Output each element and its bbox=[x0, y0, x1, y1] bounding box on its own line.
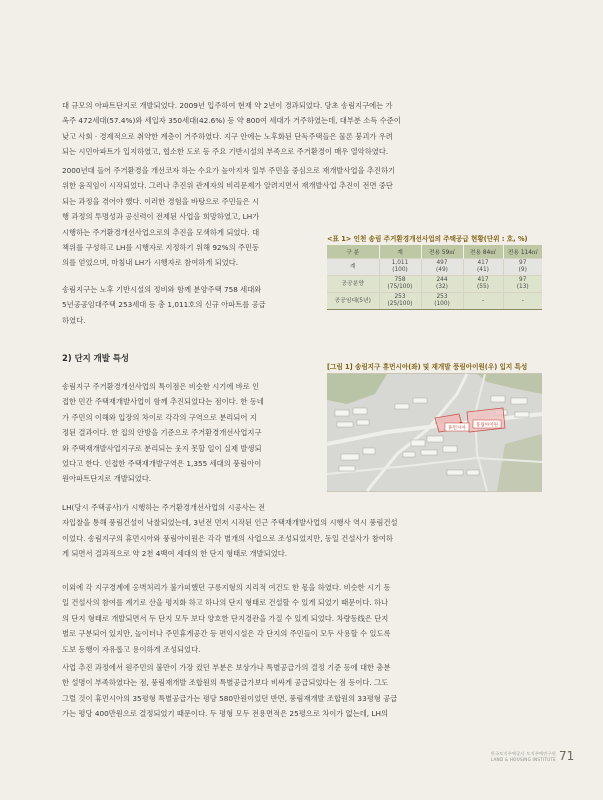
paragraph-line: 가 주민의 이해와 입장의 차이로 각각의 구역으로 분리되어 지 bbox=[62, 412, 257, 422]
paragraph-line: 의 단지 형태로 개발되면서 두 단지 모두 보다 양호한 단지경관을 가질 수 있게 되었다. 차량동线은 단지 bbox=[62, 613, 389, 623]
paragraph-5 bbox=[62, 500, 536, 562]
section-heading: 2) 단지 개발 특성 bbox=[62, 353, 129, 363]
aerial-photo bbox=[327, 373, 542, 492]
header-total: 계 bbox=[379, 245, 421, 259]
paragraph-line: 책위를 구성하고 LH를 시행자로 지정하기 위해 92%의 주민동 bbox=[62, 243, 260, 253]
cell-count: 244 bbox=[436, 277, 448, 283]
paragraph-6 bbox=[62, 580, 536, 657]
cell-share: (25/100) bbox=[387, 301, 413, 307]
cell-share: (75/100) bbox=[387, 284, 413, 290]
row-label: 계 bbox=[327, 259, 379, 276]
table-cell bbox=[463, 293, 503, 310]
cell-share: (13) bbox=[516, 284, 529, 290]
paragraph-line: 정된 결과이다. 한 집의 안방을 기준으로 주거환경개선사업지구 bbox=[62, 428, 262, 438]
institute-korean: 한국토지주택공사 토지주택연구원 bbox=[490, 751, 556, 756]
cell-share: (100) bbox=[434, 301, 450, 307]
paragraph-line: 낮고 사회 · 경제적으로 취약한 계층이 거주하였다. 지구 안에는 노후화된 단독주택들은 물론 붕괴가 우려 bbox=[62, 131, 393, 141]
paragraph-line: 한 설명이 부족하였다는 점, 풍림재개발 조합원의 특별공급가보다 비싸게 공급되었다는 점 등이다. 그도 bbox=[62, 678, 389, 688]
paragraph-line: 되는 과정을 겪어야 했다. 이러한 경험을 바탕으로 주민들은 시 bbox=[62, 196, 260, 206]
paragraph-line: 위한 움직임이 시작되었다. 그러나 추진위 관계자의 비리문제가 알려지면서 재개발사업 추진이 전면 중단 bbox=[62, 181, 393, 191]
cell-count: 497 bbox=[436, 260, 448, 266]
cell-count: 253 bbox=[436, 294, 448, 300]
paragraph-line: 5년공공임대주택 253세대 등 총 1,011호의 신규 아파트를 공급 bbox=[62, 300, 266, 310]
cell-share: (100) bbox=[392, 267, 408, 273]
cell-share: (41) bbox=[477, 267, 489, 273]
header-84: 전용 84㎡ bbox=[463, 245, 503, 259]
table-cell bbox=[503, 259, 542, 276]
cell-count: 417 bbox=[477, 277, 489, 283]
paragraph-line: 행 과정의 투명성과 공신력이 전제된 사업을 희망하였고, LH가 bbox=[62, 212, 260, 222]
aerial-map-image bbox=[327, 374, 542, 491]
paragraph-line: 하였다. bbox=[62, 315, 86, 325]
paragraph-line: 대 규모의 아파트단지로 개발되었다. 2009년 입주하여 현재 약 2년이 경과되었다. 당초 송림지구에는 가 bbox=[62, 101, 393, 110]
table-caption: <표 1> 인천 송림 주거환경개선사업의 주택공급 현황(단위 : 호, %) bbox=[327, 235, 528, 243]
paragraph-line: 2000년대 들어 주거환경을 개선코자 하는 수요가 높아지자 일부 주민을 중심으로 재개발사업을 추진하기 bbox=[62, 166, 396, 175]
paragraph-3 bbox=[62, 282, 318, 328]
table-cell bbox=[463, 259, 503, 276]
cell-count: 758 bbox=[394, 277, 406, 283]
cell-count: - bbox=[521, 297, 524, 304]
cell-count: 253 bbox=[394, 294, 406, 300]
paragraph-line: 옥주 472세대(57.4%)와 세입자 350세대(42.6%) 등 약 800여 세대가 거주하였는데, 대부분 소득 수준이 bbox=[62, 116, 401, 126]
paragraph-line: 었다고 한다. 인접한 주택재개발구역은 1,355 세대의 풍림아이 bbox=[62, 459, 262, 469]
table-row bbox=[327, 259, 542, 276]
label-humansia: 휴먼시아 bbox=[448, 426, 466, 431]
table-cell bbox=[421, 259, 463, 276]
institute-english: LAND & HOUSING INSTITUTE bbox=[490, 757, 556, 762]
paragraph-line: 사업 추진 과정에서 원주민의 불만이 가장 컸던 부분은 보상가나 특별공급가의 결정 기준 등에 대한 충분 bbox=[62, 663, 391, 672]
footer-institute bbox=[462, 751, 556, 763]
label-punglim: 풍림아이원 bbox=[475, 423, 499, 428]
paragraph-line: 되는 시민아파트가 입지하였고, 협소한 도로 등 주요 기반시설의 부족으로 주거환경이 매우 열악하였다. bbox=[62, 147, 389, 157]
cell-share: (9) bbox=[518, 267, 527, 273]
cell-count: 97 bbox=[519, 277, 527, 283]
paragraph-line: 게 되면서 결과적으로 약 2천 4백여 세대의 한 단지 형태로 개발되었다. bbox=[62, 549, 288, 559]
paragraph-line: 의를 얻었으며, 마침내 LH가 시행자로 참여하게 되었다. bbox=[62, 258, 239, 268]
paragraph-line: 와 주택재개발사업지구로 분리되는 웃지 못할 일이 실제 발생되 bbox=[62, 443, 262, 453]
paragraph-line: 일 건설사의 참여를 계기로 산을 평지화 하고 하나의 단지 형태로 건설할 수 있게 되었기 때문이다. 하나 bbox=[62, 598, 389, 608]
paragraph-line: 접한 민간 주택재개발사업이 함께 추진되었다는 점이다. 한 동네 bbox=[62, 397, 264, 407]
table-row bbox=[327, 293, 542, 310]
table-cell bbox=[463, 276, 503, 293]
paragraph-line: 시행하는 주거환경개선사업으로의 추진을 모색하게 되었다. 대 bbox=[62, 227, 260, 237]
header-59: 전용 59㎡ bbox=[421, 245, 463, 259]
table-cell bbox=[379, 259, 421, 276]
paragraph-line: 송림지구는 노후 기반시설의 정비와 함께 분양주택 758 세대와 bbox=[62, 285, 262, 294]
page-number: 71 bbox=[559, 749, 575, 763]
cell-count: 97 bbox=[519, 260, 527, 266]
paragraph-line: 도보 동행이 자유롭고 용이하게 조성되었다. bbox=[62, 644, 201, 654]
table-cell bbox=[503, 293, 542, 310]
cell-share: (55) bbox=[477, 284, 489, 290]
figure-caption: [그림 1] 송림지구 휴먼시아(좌) 및 재개발 풍림아이원(우) 입지 특성 bbox=[327, 363, 528, 371]
paragraph-line: 이외에 각 지구경계에 옹벽처리가 불가피했던 구릉지형의 지리적 여건도 한 몫을 하였다. 비슷한 시기 동 bbox=[62, 583, 391, 592]
paragraph-line: 자입찰을 통해 풍림건설이 낙찰되었는데, 3년전 먼저 시작된 인근 주택재개발사업의 시행사 역시 풍림건설 bbox=[62, 518, 398, 528]
table-cell bbox=[503, 276, 542, 293]
header-category: 구 분 bbox=[327, 245, 379, 259]
table-header-row bbox=[327, 245, 542, 259]
table-row bbox=[327, 276, 542, 293]
paragraph-line: 원아파트단지로 개발되었다. bbox=[62, 474, 152, 484]
table-cell bbox=[421, 276, 463, 293]
paragraph-line: LH(당시 주택공사)가 시행하는 주거환경개선사업의 시공사는 전 bbox=[62, 503, 266, 512]
cell-count: - bbox=[481, 297, 485, 304]
table-cell bbox=[379, 293, 421, 310]
row-label: 공공임대(5년) bbox=[327, 293, 379, 310]
cell-count: 417 bbox=[477, 260, 489, 266]
housing-supply-table bbox=[327, 245, 542, 310]
table-cell bbox=[421, 293, 463, 310]
row-label: 공공분양 bbox=[327, 276, 379, 293]
paragraph-4 bbox=[62, 379, 318, 487]
cell-share: (49) bbox=[436, 267, 448, 273]
paragraph-7 bbox=[62, 660, 536, 722]
table-cell bbox=[379, 276, 421, 293]
paragraph-line: 그럴 것이 휴먼시아의 35평형 특별공급가는 평당 580만원이었던 반면, 풍림재개발 조합원의 33평형 공급 bbox=[62, 693, 398, 703]
paragraph-line: 별로 구분되어 있지만, 놀이터나 주민휴게공간 등 편익시설은 각 단지의 주민들이 모두 사용할 수 있도록 bbox=[62, 629, 391, 639]
header-114: 전용 114㎡ bbox=[503, 245, 542, 259]
paragraph-line: 송림지구 주거환경개선사업의 특이점은 비슷한 시기에 바로 인 bbox=[62, 382, 260, 391]
paragraph-line: 가는 평당 400만원으로 결정되었기 때문이다. 두 평형 모두 전용면적은 25평으로 차이가 없는데, LH의 bbox=[62, 709, 389, 719]
cell-count: 1,011 bbox=[391, 260, 409, 266]
cell-share: (32) bbox=[436, 284, 448, 290]
paragraph-line: 이었다. 송림지구의 휴먼시아와 풍림아이원은 각각 별개의 사업으로 조성되었지만, 동일 건설사가 참여하 bbox=[62, 533, 393, 543]
paragraph-1 bbox=[62, 98, 536, 160]
